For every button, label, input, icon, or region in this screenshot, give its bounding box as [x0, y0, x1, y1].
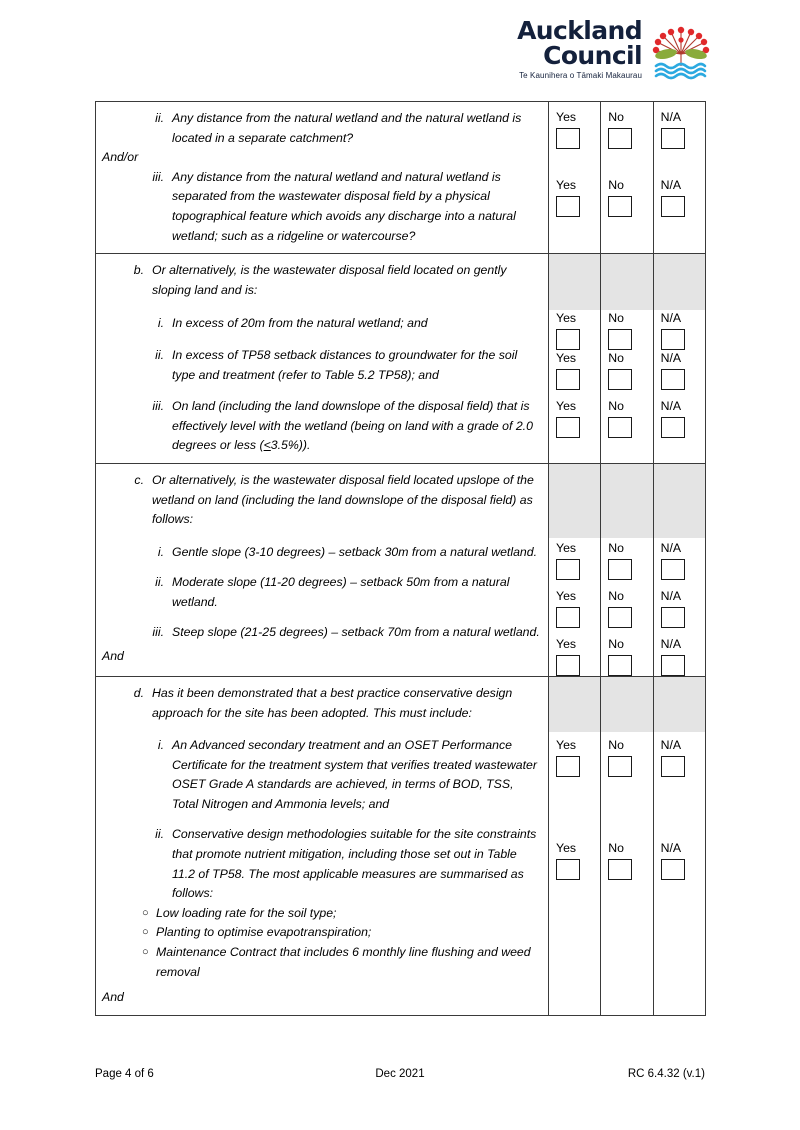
- answer-label-na: N/A: [660, 311, 682, 326]
- wetland-setback-checklist-table: [95, 101, 706, 1016]
- item-text: In excess of TP58 setback distances to groundwater for the soil type and treatment (refer to Table 5.2 TP58); and: [172, 347, 518, 382]
- answer-option[interactable]: [654, 588, 705, 628]
- checkbox-na[interactable]: [661, 128, 685, 149]
- question-item: [100, 623, 542, 643]
- list-item: [100, 943, 542, 982]
- question-item: [100, 543, 542, 563]
- footer-doc-code: RC 6.4.32 (v.1): [627, 1068, 705, 1080]
- table-row: [96, 463, 706, 676]
- checkbox-na[interactable]: [661, 859, 685, 880]
- answer-option[interactable]: [601, 310, 652, 350]
- item-text: Has it been demonstrated that a best practice conservative design approach for the site has been adopted. This must include:: [152, 685, 513, 720]
- item-text: Conservative design methodologies suitable for the site constraints that promote nutrient mitigation, including those set out in Table 11.2 of TP58. The most applicable measures are summarised as follows:: [172, 827, 537, 901]
- table-row: [96, 254, 706, 464]
- answer-option[interactable]: [601, 350, 652, 390]
- answer-option[interactable]: [549, 109, 600, 149]
- answer-option[interactable]: [601, 588, 652, 628]
- checkbox-na[interactable]: [661, 607, 685, 628]
- question-item: [100, 314, 542, 334]
- question-cell-section-c: [96, 463, 549, 676]
- answer-column-yes: [549, 463, 601, 676]
- answer-label-yes: Yes: [556, 737, 577, 752]
- item-marker: ii.: [155, 111, 164, 125]
- answer-option[interactable]: [549, 540, 600, 580]
- answer-option[interactable]: [549, 840, 600, 880]
- answer-label-na: N/A: [660, 540, 682, 555]
- answer-column-no: [601, 463, 653, 676]
- answer-label-yes: Yes: [556, 588, 577, 603]
- question-cell-section-b: [96, 254, 549, 464]
- answer-label-no: No: [608, 110, 625, 124]
- answer-option[interactable]: [601, 540, 652, 580]
- item-text: Or alternatively, is the wastewater disposal field located upslope of the wetland on land (including the land downslope of the disposal field) as follows:: [152, 472, 534, 527]
- circle-bullet-icon: ○: [142, 926, 149, 939]
- answer-column-na: [653, 463, 705, 676]
- item-marker: i.: [157, 316, 164, 331]
- item-text: Any distance from the natural wetland and natural wetland is separated from the wastewater disposal field by a physical topographical feature which avoids any discharge into a natural wetland; such as a ridgeline or watercourse?: [172, 169, 516, 243]
- answer-label-no: No: [608, 737, 625, 752]
- checkbox-no[interactable]: [608, 128, 632, 149]
- answer-option[interactable]: [549, 398, 600, 438]
- shaded-header-block: [549, 677, 600, 732]
- item-marker: b.: [133, 263, 144, 278]
- checkbox-na[interactable]: [661, 559, 685, 580]
- checkbox-na[interactable]: [661, 756, 685, 777]
- shaded-header-block: [654, 254, 705, 310]
- checkbox-yes[interactable]: [556, 607, 580, 628]
- circle-bullet-icon: ○: [142, 946, 149, 959]
- answer-option[interactable]: [654, 840, 705, 880]
- answer-option[interactable]: [654, 737, 705, 777]
- checkbox-no[interactable]: [608, 559, 632, 580]
- question-lead: [100, 684, 542, 723]
- answer-option[interactable]: [654, 109, 705, 149]
- answer-label-na: N/A: [660, 588, 682, 603]
- list-item-text: Low loading rate for the soil type;: [156, 905, 337, 920]
- question-item: [100, 346, 542, 385]
- shaded-header-block: [549, 254, 600, 310]
- shaded-header-block: [654, 464, 705, 538]
- item-text: Any distance from the natural wetland and the natural wetland is located in a separate catchment?: [172, 111, 522, 145]
- shaded-header-block: [654, 677, 705, 732]
- checkbox-no[interactable]: [608, 369, 632, 390]
- item-text: Steep slope (21-25 degrees) – setback 70m from a natural wetland.: [172, 625, 540, 640]
- list-item: [100, 904, 542, 924]
- answer-option[interactable]: [601, 840, 652, 880]
- answer-option[interactable]: [549, 310, 600, 350]
- item-text: Or alternatively, is the wastewater disposal field located on gently sloping land and is:: [152, 263, 507, 297]
- item-marker: d.: [133, 685, 144, 700]
- answer-label-na: N/A: [660, 110, 682, 124]
- item-marker: iii.: [152, 625, 164, 640]
- answer-label-no: No: [608, 840, 625, 855]
- item-text: Moderate slope (11-20 degrees) – setback 50m from a natural wetland.: [172, 575, 510, 609]
- pohutukawa-flower-icon: [650, 18, 712, 80]
- question-lead: [100, 261, 542, 300]
- table-row: [96, 676, 706, 1015]
- checkbox-yes[interactable]: [556, 369, 580, 390]
- answer-label-no: No: [608, 588, 625, 603]
- item-text: In excess of 20m from the natural wetland; and: [172, 316, 428, 331]
- answer-label-no: No: [608, 399, 625, 414]
- conjunction-and: And: [102, 649, 124, 664]
- question-lead: [100, 471, 542, 530]
- answer-option[interactable]: [654, 177, 705, 217]
- answer-column-na: [653, 102, 705, 254]
- item-marker: ii.: [155, 575, 164, 590]
- checkbox-na[interactable]: [661, 369, 685, 390]
- answer-option[interactable]: [549, 636, 600, 676]
- answer-label-no: No: [608, 540, 625, 555]
- question-item: [100, 573, 542, 612]
- answer-option[interactable]: [601, 636, 652, 676]
- checkbox-no[interactable]: [608, 655, 632, 676]
- checkbox-yes[interactable]: [556, 417, 580, 438]
- checkbox-yes[interactable]: [556, 196, 580, 217]
- checkbox-yes[interactable]: [556, 756, 580, 777]
- answer-label-yes: Yes: [556, 311, 577, 326]
- item-marker: i.: [157, 544, 164, 559]
- shaded-header-block: [601, 254, 652, 310]
- logo-wordmark: [517, 18, 650, 80]
- answer-option[interactable]: [549, 737, 600, 777]
- answer-label-na: N/A: [660, 178, 682, 192]
- item-marker: iii.: [152, 399, 164, 414]
- answer-column-yes: [549, 254, 601, 464]
- answer-label-no: No: [608, 178, 625, 192]
- answer-column-na: [653, 676, 705, 1015]
- question-cell-section-1: [96, 102, 549, 254]
- answer-label-na: N/A: [660, 636, 682, 651]
- question-item: [100, 109, 542, 148]
- answer-column-no: [601, 254, 653, 464]
- answer-option[interactable]: [601, 109, 652, 149]
- answer-option[interactable]: [549, 177, 600, 217]
- circle-bullet-icon: ○: [142, 906, 149, 919]
- item-text: An Advanced secondary treatment and an OSET Performance Certificate for the treatment system that verifies treated wastewater OSET Grade A standards are achieved, in terms of BOD, TSS, Total Nitrogen and Ammonia levels; and: [172, 738, 537, 811]
- nested-bullet-list: [100, 904, 542, 982]
- list-item: [100, 923, 542, 943]
- shaded-header-block: [601, 677, 652, 732]
- checkbox-yes[interactable]: [556, 128, 580, 149]
- checkbox-no[interactable]: [608, 859, 632, 880]
- answer-option[interactable]: [654, 310, 705, 350]
- question-cell-section-d: [96, 676, 549, 1015]
- question-item: [100, 825, 542, 903]
- answer-label-yes: Yes: [556, 840, 577, 855]
- answer-label-na: N/A: [660, 840, 682, 855]
- checkbox-no[interactable]: [608, 196, 632, 217]
- answer-option[interactable]: [654, 398, 705, 438]
- checkbox-yes[interactable]: [556, 559, 580, 580]
- checkbox-no[interactable]: [608, 329, 632, 350]
- answer-label-yes: Yes: [556, 351, 577, 366]
- answer-column-na: [653, 254, 705, 464]
- answer-option[interactable]: [549, 350, 600, 390]
- answer-label-na: N/A: [660, 737, 682, 752]
- item-marker: i.: [157, 738, 164, 753]
- question-item: [100, 736, 542, 814]
- page-footer: [95, 1068, 705, 1080]
- item-marker: iii.: [152, 169, 164, 184]
- checkbox-no[interactable]: [608, 756, 632, 777]
- list-item-text: Maintenance Contract that includes 6 monthly line flushing and weed removal: [156, 945, 531, 979]
- checkbox-na[interactable]: [661, 655, 685, 676]
- answer-column-no: [601, 102, 653, 254]
- checkbox-na[interactable]: [661, 196, 685, 217]
- shaded-header-block: [549, 464, 600, 538]
- answer-label-yes: Yes: [556, 178, 577, 192]
- answer-label-no: No: [608, 351, 625, 366]
- checkbox-yes[interactable]: [556, 655, 580, 676]
- answer-option[interactable]: [654, 540, 705, 580]
- checkbox-yes[interactable]: [556, 859, 580, 880]
- checkbox-yes[interactable]: [556, 329, 580, 350]
- answer-option[interactable]: [601, 737, 652, 777]
- question-item: [100, 168, 542, 246]
- answer-option[interactable]: [654, 350, 705, 390]
- answer-label-no: No: [608, 311, 625, 326]
- item-text: Gentle slope (3-10 degrees) – setback 30m from a natural wetland.: [172, 544, 538, 559]
- item-text: On land (including the land downslope of the disposal field) that is effectively level with the wetland (being on land with a grade of 2.0 degrees or less (<3.5%)).: [172, 399, 533, 453]
- answer-label-yes: Yes: [556, 636, 577, 651]
- answer-label-yes: Yes: [556, 110, 577, 124]
- item-marker: ii.: [155, 347, 164, 362]
- answer-label-na: N/A: [660, 399, 682, 414]
- list-item-text: Planting to optimise evapotranspiration;: [156, 925, 372, 940]
- answer-label-yes: Yes: [556, 399, 577, 414]
- answer-column-yes: [549, 676, 601, 1015]
- item-marker: ii.: [155, 827, 164, 842]
- question-item: [100, 397, 542, 456]
- answer-label-yes: Yes: [556, 540, 577, 555]
- checkbox-no[interactable]: [608, 417, 632, 438]
- answer-label-no: No: [608, 636, 625, 651]
- item-marker: c.: [134, 472, 144, 487]
- conjunction-and-or: And/or: [102, 150, 139, 165]
- table-row: [96, 102, 706, 254]
- answer-option[interactable]: [601, 177, 652, 217]
- logo-tagline: Te Kaunihera o Tāmaki Makaurau: [519, 71, 642, 80]
- conjunction-and: And: [102, 990, 124, 1005]
- answer-column-yes: [549, 102, 601, 254]
- checkbox-na[interactable]: [661, 417, 685, 438]
- logo-line-2: Council: [543, 41, 642, 70]
- answer-option[interactable]: [549, 588, 600, 628]
- checkbox-no[interactable]: [608, 607, 632, 628]
- answer-option[interactable]: [601, 398, 652, 438]
- logo-line-1: Auckland: [517, 16, 642, 45]
- answer-label-na: N/A: [660, 351, 682, 366]
- shaded-header-block: [601, 464, 652, 538]
- checkbox-na[interactable]: [661, 329, 685, 350]
- answer-column-no: [601, 676, 653, 1015]
- answer-option[interactable]: [654, 636, 705, 676]
- footer-page-number: Page 4 of 6: [95, 1068, 154, 1080]
- page-header: [517, 18, 712, 80]
- footer-date: Dec 2021: [375, 1068, 425, 1080]
